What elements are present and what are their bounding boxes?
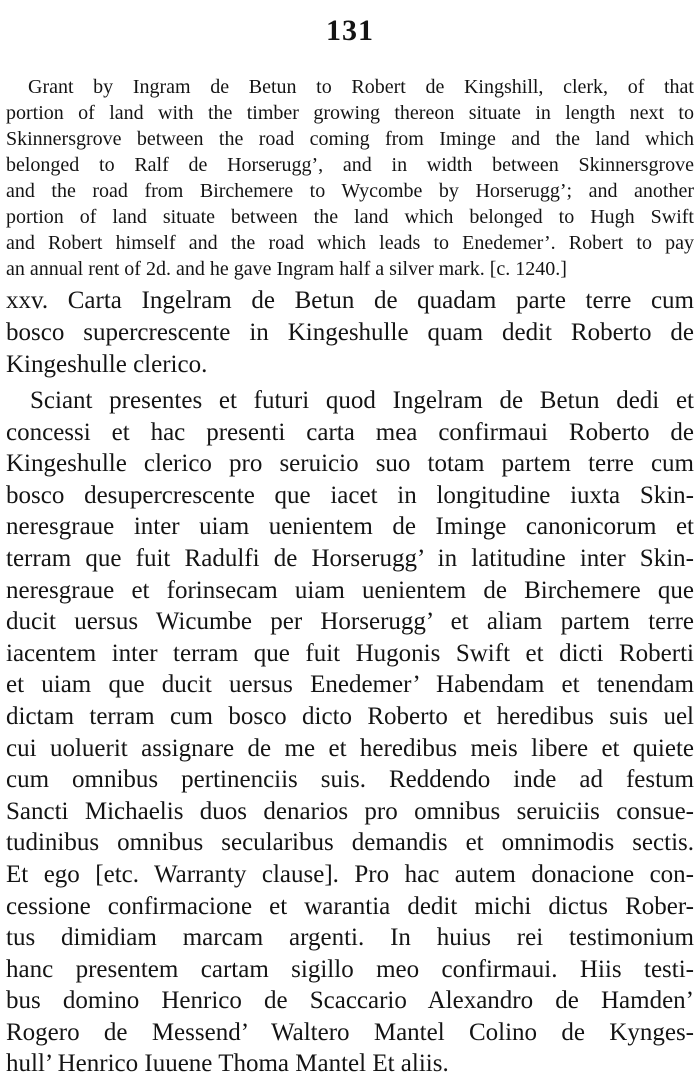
charter-line: iacentem inter terram que fuit Hugonis Swift et dicti Roberti [6, 639, 694, 667]
charter-line: bus domino Henrico de Scaccario Alexandro de Hamden’ [6, 987, 694, 1015]
charter-line: ducit uersus Wicumbe per Horserugg’ et aliam partem terre [6, 608, 694, 636]
charter-line: dictam terram cum bosco dicto Roberto et heredibus suis uel [6, 702, 694, 730]
charter-line: cui uoluerit assignare de me et heredibus meis libere et quiete [6, 734, 694, 762]
summary-line: an annual rent of 2d. and he gave Ingram half a silver mark. [c. 1240.] [6, 258, 567, 280]
charter-text [6, 385, 694, 1080]
charter-line: tudinibus omnibus secularibus demandis et omnimodis sectis. [6, 829, 694, 857]
english-summary [6, 74, 694, 282]
charter-line: cessione confirmacione et warantia dedit michi dictus Rober- [6, 892, 694, 920]
summary-line: Grant by Ingram de Betun to Robert de Kingshill, clerk, of that [28, 76, 694, 98]
charter-line: terram que fuit Radulfi de Horserugg’ in latitudine inter Skin- [6, 544, 694, 572]
charter-line: Rogero de Messend’ Waltero Mantel Colino de Kynges- [6, 1018, 694, 1046]
charter-line: Et ego [etc. Warranty clause]. Pro hac autem donacione con- [6, 860, 694, 888]
charter-line: neresgraue inter uiam uenientem de Iminge canonicorum et [6, 513, 694, 541]
charter-line: Sancti Michaelis duos denarios pro omnibus seruiciis consue- [6, 797, 694, 825]
charter-line: tus dimidiam marcam argenti. In huius rei testimonium [6, 924, 694, 952]
summary-line: portion of land with the timber growing thereon situate in length next to [6, 102, 694, 124]
charter-heading [6, 285, 694, 381]
heading-line: xxv. Carta Ingelram de Betun de quadam parte terre cum [6, 287, 694, 314]
charter-line: concessi et hac presenti carta mea confirmaui Roberto de [6, 418, 694, 446]
charter-line: et uiam que ducit uersus Enedemer’ Habendam et tenendam [6, 671, 694, 699]
heading-line: Kingeshulle clerico. [6, 351, 208, 378]
summary-line: and the road from Birchemere to Wycombe by Horserugg’; and another [6, 180, 694, 202]
summary-line: belonged to Ralf de Horserugg’, and in width between Skinnersgrove [6, 154, 694, 176]
charter-line: hanc presentem cartam sigillo meo confirmaui. Hiis testi- [6, 955, 694, 983]
summary-line: Skinnersgrove between the road coming from Iminge and the land which [6, 128, 694, 150]
summary-line: and Robert himself and the road which leads to Enedemer’. Robert to pay [6, 232, 694, 254]
page-number: 131 [326, 14, 374, 47]
charter-line: bosco desupercrescente que iacet in longitudine iuxta Skin- [6, 481, 694, 509]
heading-line: bosco supercrescente in Kingeshulle quam dedit Roberto de [6, 319, 694, 346]
charter-line: hull’ Henrico Iuuene Thoma Mantel Et aliis. [6, 1050, 449, 1078]
charter-line: Sciant presentes et futuri quod Ingelram de Betun dedi et [30, 387, 694, 414]
charter-line: Kingeshulle clerico pro seruicio suo totam partem terre cum [6, 450, 694, 478]
charter-line: cum omnibus pertinenciis suis. Reddendo inde ad festum [6, 766, 694, 794]
summary-line: portion of land situate between the land which belonged to Hugh Swift [6, 206, 694, 228]
charter-line: neresgraue et forinsecam uiam uenientem de Birchemere que [6, 576, 694, 604]
